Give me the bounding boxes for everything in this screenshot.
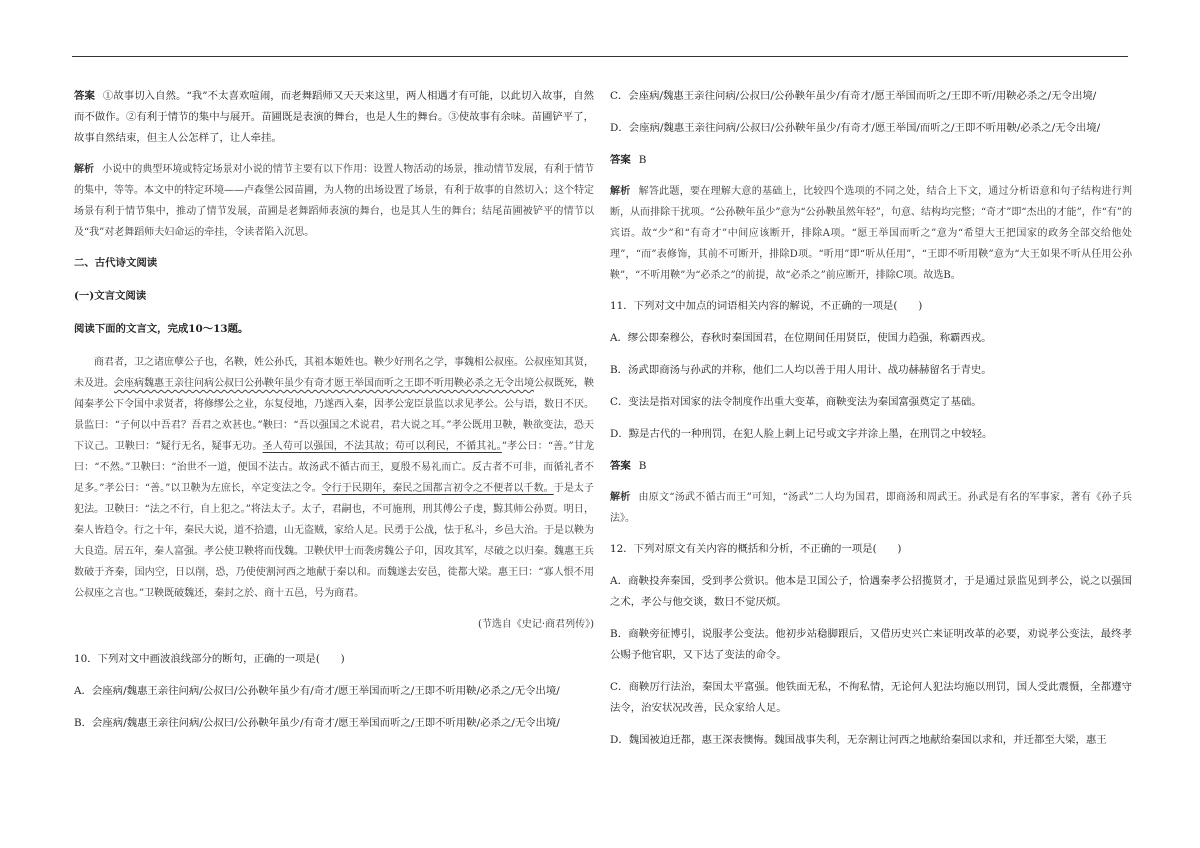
analysis-text: 由原文“汤武不循古而王”可知，“汤武”二人均为国君，即商汤和周武王。孙武是有名的军事家，著有《孙子兵法》。	[610, 492, 1132, 524]
header-rule	[72, 56, 1128, 57]
question-11: 11．下列对文中加点的词语相关内容的解说，不正确的一项是( )	[610, 300, 923, 312]
right-column	[610, 86, 1132, 762]
left-column	[74, 86, 594, 745]
q10-option-c: C．会座病/魏惠王亲往问病/公叔曰/公孙鞅年虽少/有奇才/愿王举国而听之/王即不听/用鞅必杀之/无令出境/	[610, 90, 1097, 102]
q11-option-b: B．汤武即商汤与孙武的并称，他们二人均以善于用人用计、战功赫赫留名于青史。	[610, 364, 992, 376]
passage-part-a: 商君者，卫之诸庶孽公子也，名鞅，姓公孙氏，其祖本姬姓也。鞅少好刑名之学，事魏相公叔座。公叔座知其贤，未及进。	[74, 357, 594, 389]
analysis-text: 解答此题，要在理解大意的基础上，比较四个选项的不同之处，结合上下文，通过分析语意和句子结构进行判断，从而排除干扰项。“公孙鞅年虽少”意为“公孙鞅虽然年轻”，句意、结构均完整；“奇才”即“杰出的才能”，作“有”的宾语。故“少”和“有奇才”中间应该断开，排除A项。“愿王举国而听之”意为“希望大王把国家的政务全部交给他处理”，“而”表修饰，其前不可断开，排除D项。“听用”即“听从任用”，“王即不听用鞅”意为“大王如果不听从任用公孙鞅”，“不听用鞅”为“必杀之”的前提，故“必杀之”前应断开，排除C项。故选B。	[610, 186, 1133, 281]
analysis-label: 解析	[610, 186, 631, 197]
answer-10	[610, 150, 1132, 171]
analysis-10	[610, 181, 1132, 286]
q12-option-a: A．商鞅投奔秦国，受到孝公赏识。他本是卫国公子，恰遇秦孝公招揽贤才，于是通过景监见到孝公，说之以强国之术，孝公与他交谈，数日不觉厌烦。	[610, 575, 1132, 608]
question-12: 12．下列对原文有关内容的概括和分析，不正确的一项是( )	[610, 543, 902, 555]
analysis-11	[610, 487, 1132, 529]
analysis-label: 解析	[74, 164, 95, 175]
passage-source: (节选自《史记·商君列传》)	[478, 619, 594, 630]
question-10: 10．下列对文中画波浪线部分的断句，正确的一项是( )	[74, 653, 345, 665]
underlined-sentence-1: 圣人苟可以强国，不法其故；苟可以利民，不循其礼。	[262, 441, 502, 452]
passage-part-d: 于是太子犯法。卫鞅曰：“法之不行，自上犯之。”将法太子。太子，君嗣也，不可施刑，刑其傅公子虔，黥其师公孙贾。明日，秦人皆趋令。行之十年，秦民大说，道不拾遗，山无盗贼，家给人足。民勇于公战，怯于私斗，乡邑大治。于是以鞅为大良造。居五年，秦人富强。孝公使卫鞅将而伐魏。卫鞅伏甲士而袭虏魏公子卬，因攻其军，尽破之以归秦。魏惠王兵数破于齐秦，国内空，日以削，恐，乃使使割河西之地献于秦以和。而魏遂去安邑，徙都大梁。惠王曰：“寡人恨不用公叔座之言也。”卫鞅既破魏还，秦封之於、商十五邑，号为商君。	[74, 483, 595, 599]
passage-part-c: ”孝公曰：“善。”甘龙曰：“不然。”卫鞅曰：“治世不一道，便国不法古。故汤武不循古而王，夏殷不易礼而亡。反古者不可非，而循礼者不足多。”孝公曰：“善。”以卫鞅为左庶长，卒定变法之令。	[74, 441, 594, 494]
q12-option-b: B．商鞅旁征博引，说服孝公变法。他初步站稳脚跟后，又借历史兴亡来证明改革的必要，劝说孝公变法，最终孝公赐予他官职，又下达了变法的命令。	[610, 628, 1132, 661]
q11-option-a: A．缪公即秦穆公，春秋时秦国国君，在位期间任用贤臣，使国力趋强，称霸西戎。	[610, 332, 992, 344]
instruction: 阅读下面的文言文，完成10～13题。	[74, 323, 249, 335]
answer-label: 答案	[610, 154, 631, 166]
q11-option-c: C．变法是指对国家的法令制度作出重大变革，商鞅变法为秦国富强奠定了基础。	[610, 396, 982, 408]
answer-label: 答案	[74, 90, 95, 102]
passage-part-b: 公叔既死，鞅闻秦孝公下令国中求贤者，将修缪公之业，东复侵地，乃遂西入秦，因孝公宠臣景监以求见孝公。公与语，数日不厌。景监曰：“子何以中吾君？吾君之欢甚也。”鞅曰：“吾以强国之术说君，君大说之耳。”孝公既用卫鞅，鞅欲变法，恐天下议己。卫鞅曰：“疑行无名，疑事无功。	[74, 378, 594, 452]
analysis-label: 解析	[610, 492, 631, 503]
answer-value: B	[638, 460, 647, 472]
q12-option-c: C．商鞅厉行法治，秦国太平富强。他铁面无私，不徇私情，无论何人犯法均施以刑罚，国人受此震慑，全都遵守法令，治安状况改善，民众家给人足。	[610, 681, 1132, 714]
answer-block	[74, 86, 594, 149]
answer-text: ①故事切入自然。“我”不太喜欢喧闹，而老舞蹈师又天天来这里，两人相遇才有可能，以此切入故事，自然而不做作。②有利于情节的集中与展开。苗圃既是表演的舞台，也是人生的舞台。③使故事有余味。苗圃铲平了，故事自然结束，但主人公怎样了，让人牵挂。	[74, 90, 594, 144]
q10-option-b: B．会座病/魏惠王亲往问病/公叔曰/公孙鞅年虽少/有奇才/愿王举国而听之/王即不听用鞅/必杀之/无令出境/	[74, 717, 560, 729]
q11-option-d: D．黥是古代的一种刑罚，在犯人脸上刺上记号或文字并涂上墨，在刑罚之中较轻。	[610, 428, 993, 440]
underlined-sentence-2: 令行于民期年，秦民之国都言初令之不便者以千数。	[321, 483, 554, 494]
answer-value: B	[638, 154, 647, 166]
q12-option-d: D．魏国被迫迁都，惠王深表懊悔。魏国战事失利，无奈割让河西之地献给秦国以求和，并迁都至大梁，惠王	[610, 734, 1107, 746]
analysis-block	[74, 159, 594, 243]
wavy-underlined-sentence: 会座病魏惠王亲往问病公叔曰公孙鞅年虽少有奇才愿王举国而听之王即不听用鞅必杀之无令出境	[114, 378, 534, 389]
analysis-text: 小说中的典型环境或特定场景对小说的情节主要有以下作用：设置人物活动的场景，推动情节发展，有利于情节的集中，等等。本文中的特定环境——卢森堡公园苗圃，为人物的出场设置了场景，有利于故事的自然切入；这个特定场景有利于情节集中，推动了情节发展，苗圃是老舞蹈师表演的舞台，也是其人生的舞台；结尾苗圃被铲平的情节以及“我”对老舞蹈师夫妇命运的牵挂，令读者陷入沉思。	[74, 164, 595, 238]
q10-option-a: A．会座病/魏惠王亲往问病/公叔曰/公孙鞅年虽少有/奇才/愿王举国而听之/王即不听用鞅/必杀之/无令出境/	[74, 685, 560, 697]
q10-option-d: D．会座病/魏惠王亲往问病/公叔曰/公孙鞅年虽少/有奇才/愿王举国/而听之/王即不听用鞅/必杀之/无令出境/	[610, 122, 1101, 134]
subsection-title: (一)文言文阅读	[74, 290, 147, 302]
classical-passage	[74, 352, 594, 604]
answer-label: 答案	[610, 460, 631, 472]
answer-11	[610, 456, 1132, 477]
section-title: 二、古代诗文阅读	[74, 257, 158, 269]
